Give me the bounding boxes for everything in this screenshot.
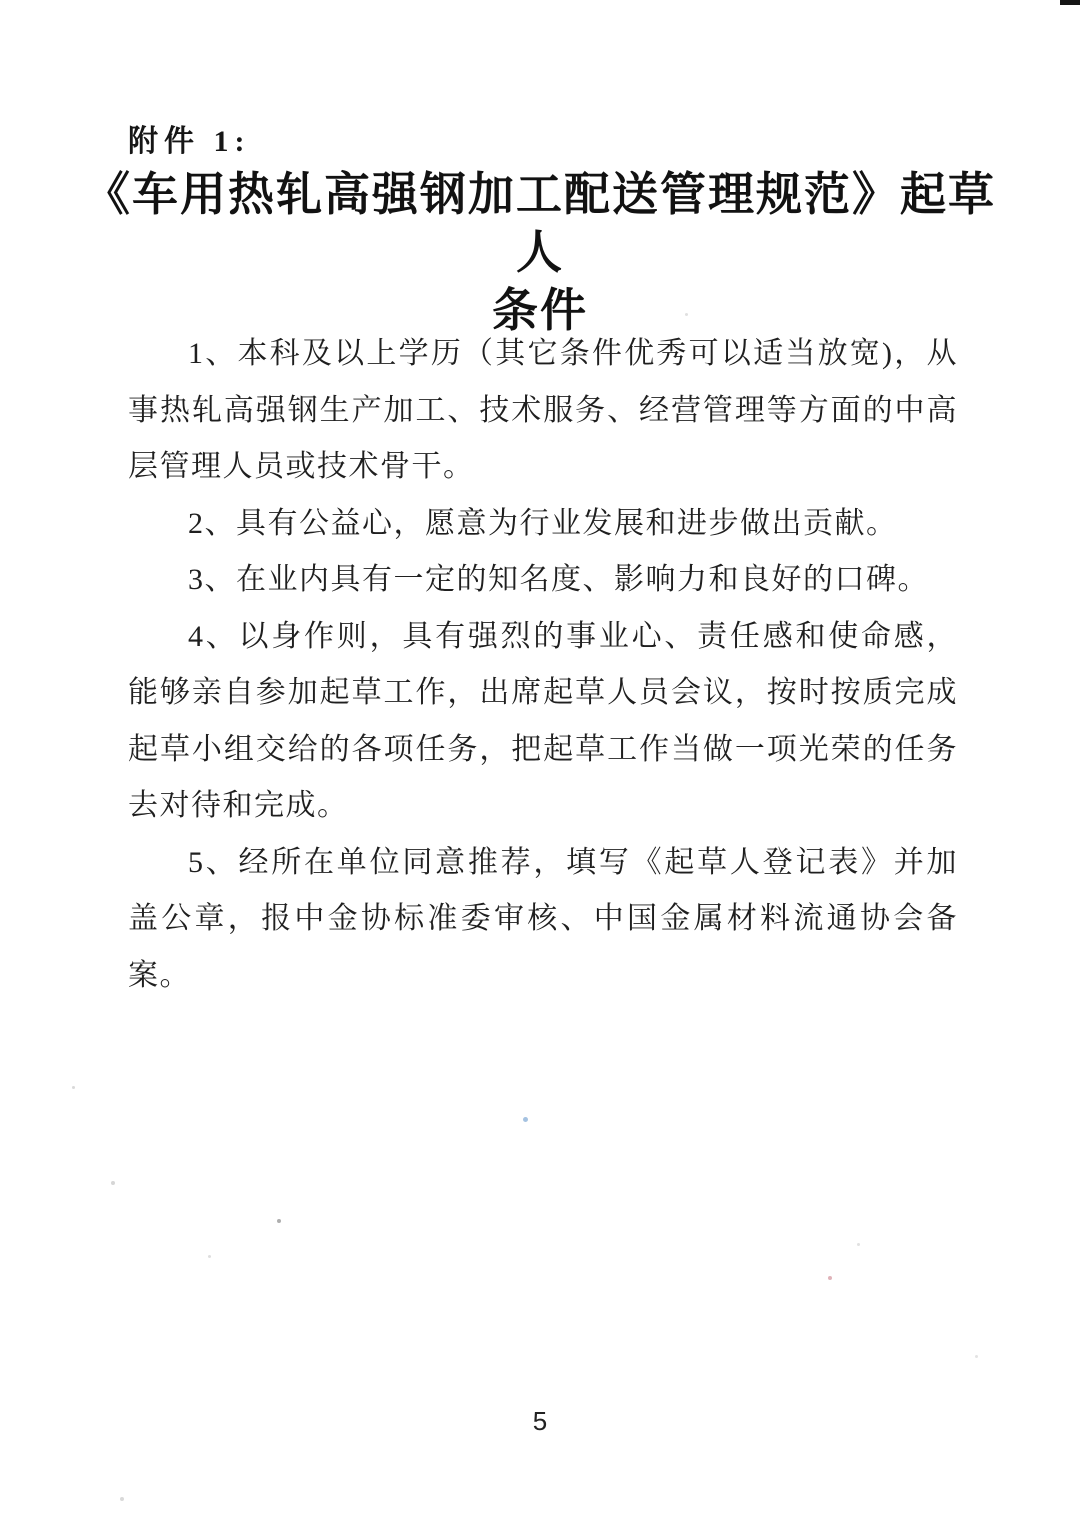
scan-corner-mark — [1060, 0, 1080, 5]
page-number: 5 — [532, 1406, 548, 1436]
paragraph-1: 1、本科及以上学历（其它条件优秀可以适当放宽)，从事热轧高强钢生产加工、技术服务、经营管理等方面的中高层管理人员或技术骨干。 — [128, 337, 958, 483]
paragraph-5: 5、经所在单位同意推荐，填写《起草人登记表》并加盖公章，报中金协标准委审核、中国金属材料流通协会备案。 — [128, 845, 958, 992]
scan-speck — [828, 1276, 832, 1280]
paragraph-2: 2、具有公益心，愿意为行业发展和进步做出贡献。 — [188, 506, 898, 540]
scan-speck — [975, 1355, 978, 1358]
scan-speck — [523, 1117, 528, 1122]
paragraph-4: 4、以身作则，具有强烈的事业心、责任感和使命感，能够亲自参加起草工作，出席起草人员会议，按时按质完成起草小组交给的各项任务，把起草工作当做一项光荣的任务去对待和完成。 — [128, 619, 958, 822]
scan-speck — [120, 1497, 124, 1501]
scan-speck — [277, 1219, 281, 1223]
page-title-line1: 《车用热轧高强钢加工配送管理规范》起草人 — [84, 169, 996, 278]
scan-speck — [208, 1255, 211, 1258]
document-body — [128, 326, 958, 1004]
scan-speck — [111, 1181, 115, 1185]
page-title — [80, 166, 1000, 340]
paragraph-3: 3、在业内具有一定的知名度、影响力和良好的口碑。 — [188, 563, 929, 596]
attachment-label: 附件 1: — [128, 125, 251, 158]
page-title-line2: 条件 — [492, 285, 588, 336]
scan-speck — [685, 313, 688, 316]
scan-speck — [72, 1086, 75, 1089]
scan-speck — [857, 1243, 860, 1246]
